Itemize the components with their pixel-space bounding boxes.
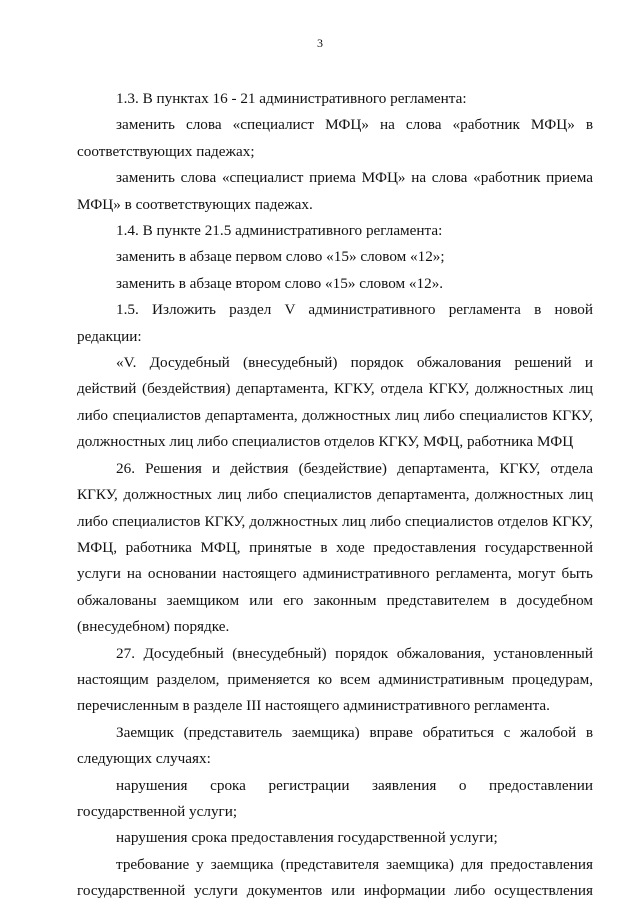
paragraph-registration-violation: нарушения срока регистрации заявления о предоставлении государственной услуги; xyxy=(77,776,593,820)
page-number: 3 xyxy=(317,36,323,50)
paragraph-replace-specialist: заменить слова «специалист МФЦ» на слова «работник МФЦ» в соответствующих падежах; xyxy=(77,116,593,160)
paragraph-second-abzac: заменить в абзаце втором слово «15» словом «12». xyxy=(116,274,444,292)
paragraph-26: 26. Решения и действия (бездействие) департамента, КГКУ, отдела КГКУ, должностных лиц либо специалистов департамента, должностных лиц либо специалистов КГКУ, должностных лиц либо специалистов отделов КГКУ, МФЦ, работника МФЦ, принятые в ходе предоставления государственной услуги на основании настоящего административного регламента, могут быть обжалованы заемщиком или его законным представителем в досудебном (внесудебном) порядке. xyxy=(77,459,593,636)
section-v-heading: «V. Досудебный (внесудебный) порядок обжалования решений и действий (бездействия) департамента, КГКУ, отдела КГКУ, должностных лиц либо специалистов департамента, должностных лиц либо специалистов КГКУ, должностных лиц либо специалистов отделов КГКУ, МФЦ, работника МФЦ xyxy=(77,354,593,451)
paragraph-document-requirement: требование у заемщика (представителя заемщика) для предоставления государственной услуги документов или информации либо осуществления xyxy=(77,855,593,900)
paragraph-first-abzac: заменить в абзаце первом слово «15» словом «12»; xyxy=(116,248,445,266)
paragraph-1-4: 1.4. В пункте 21.5 административного регламента: xyxy=(116,222,443,240)
paragraph-27: 27. Досудебный (внесудебный) порядок обжалования, установленный настоящим разделом, применяется ко всем административным процедурам, перечисленным в разделе III настоящего административного регламента. xyxy=(77,644,593,715)
paragraph-1-3: 1.3. В пунктах 16 - 21 административного регламента: xyxy=(116,90,467,107)
paragraph-1-5: 1.5. Изложить раздел V административного регламента в новой редакции: xyxy=(77,301,593,345)
paragraph-deadline-violation: нарушения срока предоставления государственной услуги; xyxy=(116,829,498,847)
document-body xyxy=(77,86,593,905)
paragraph-replace-reception-specialist: заменить слова «специалист приема МФЦ» на слова «работник приема МФЦ» в соответствующих падежах. xyxy=(77,169,593,213)
paragraph-complaint-cases: Заемщик (представитель заемщика) вправе обратиться с жалобой в следующих случаях: xyxy=(77,723,593,768)
